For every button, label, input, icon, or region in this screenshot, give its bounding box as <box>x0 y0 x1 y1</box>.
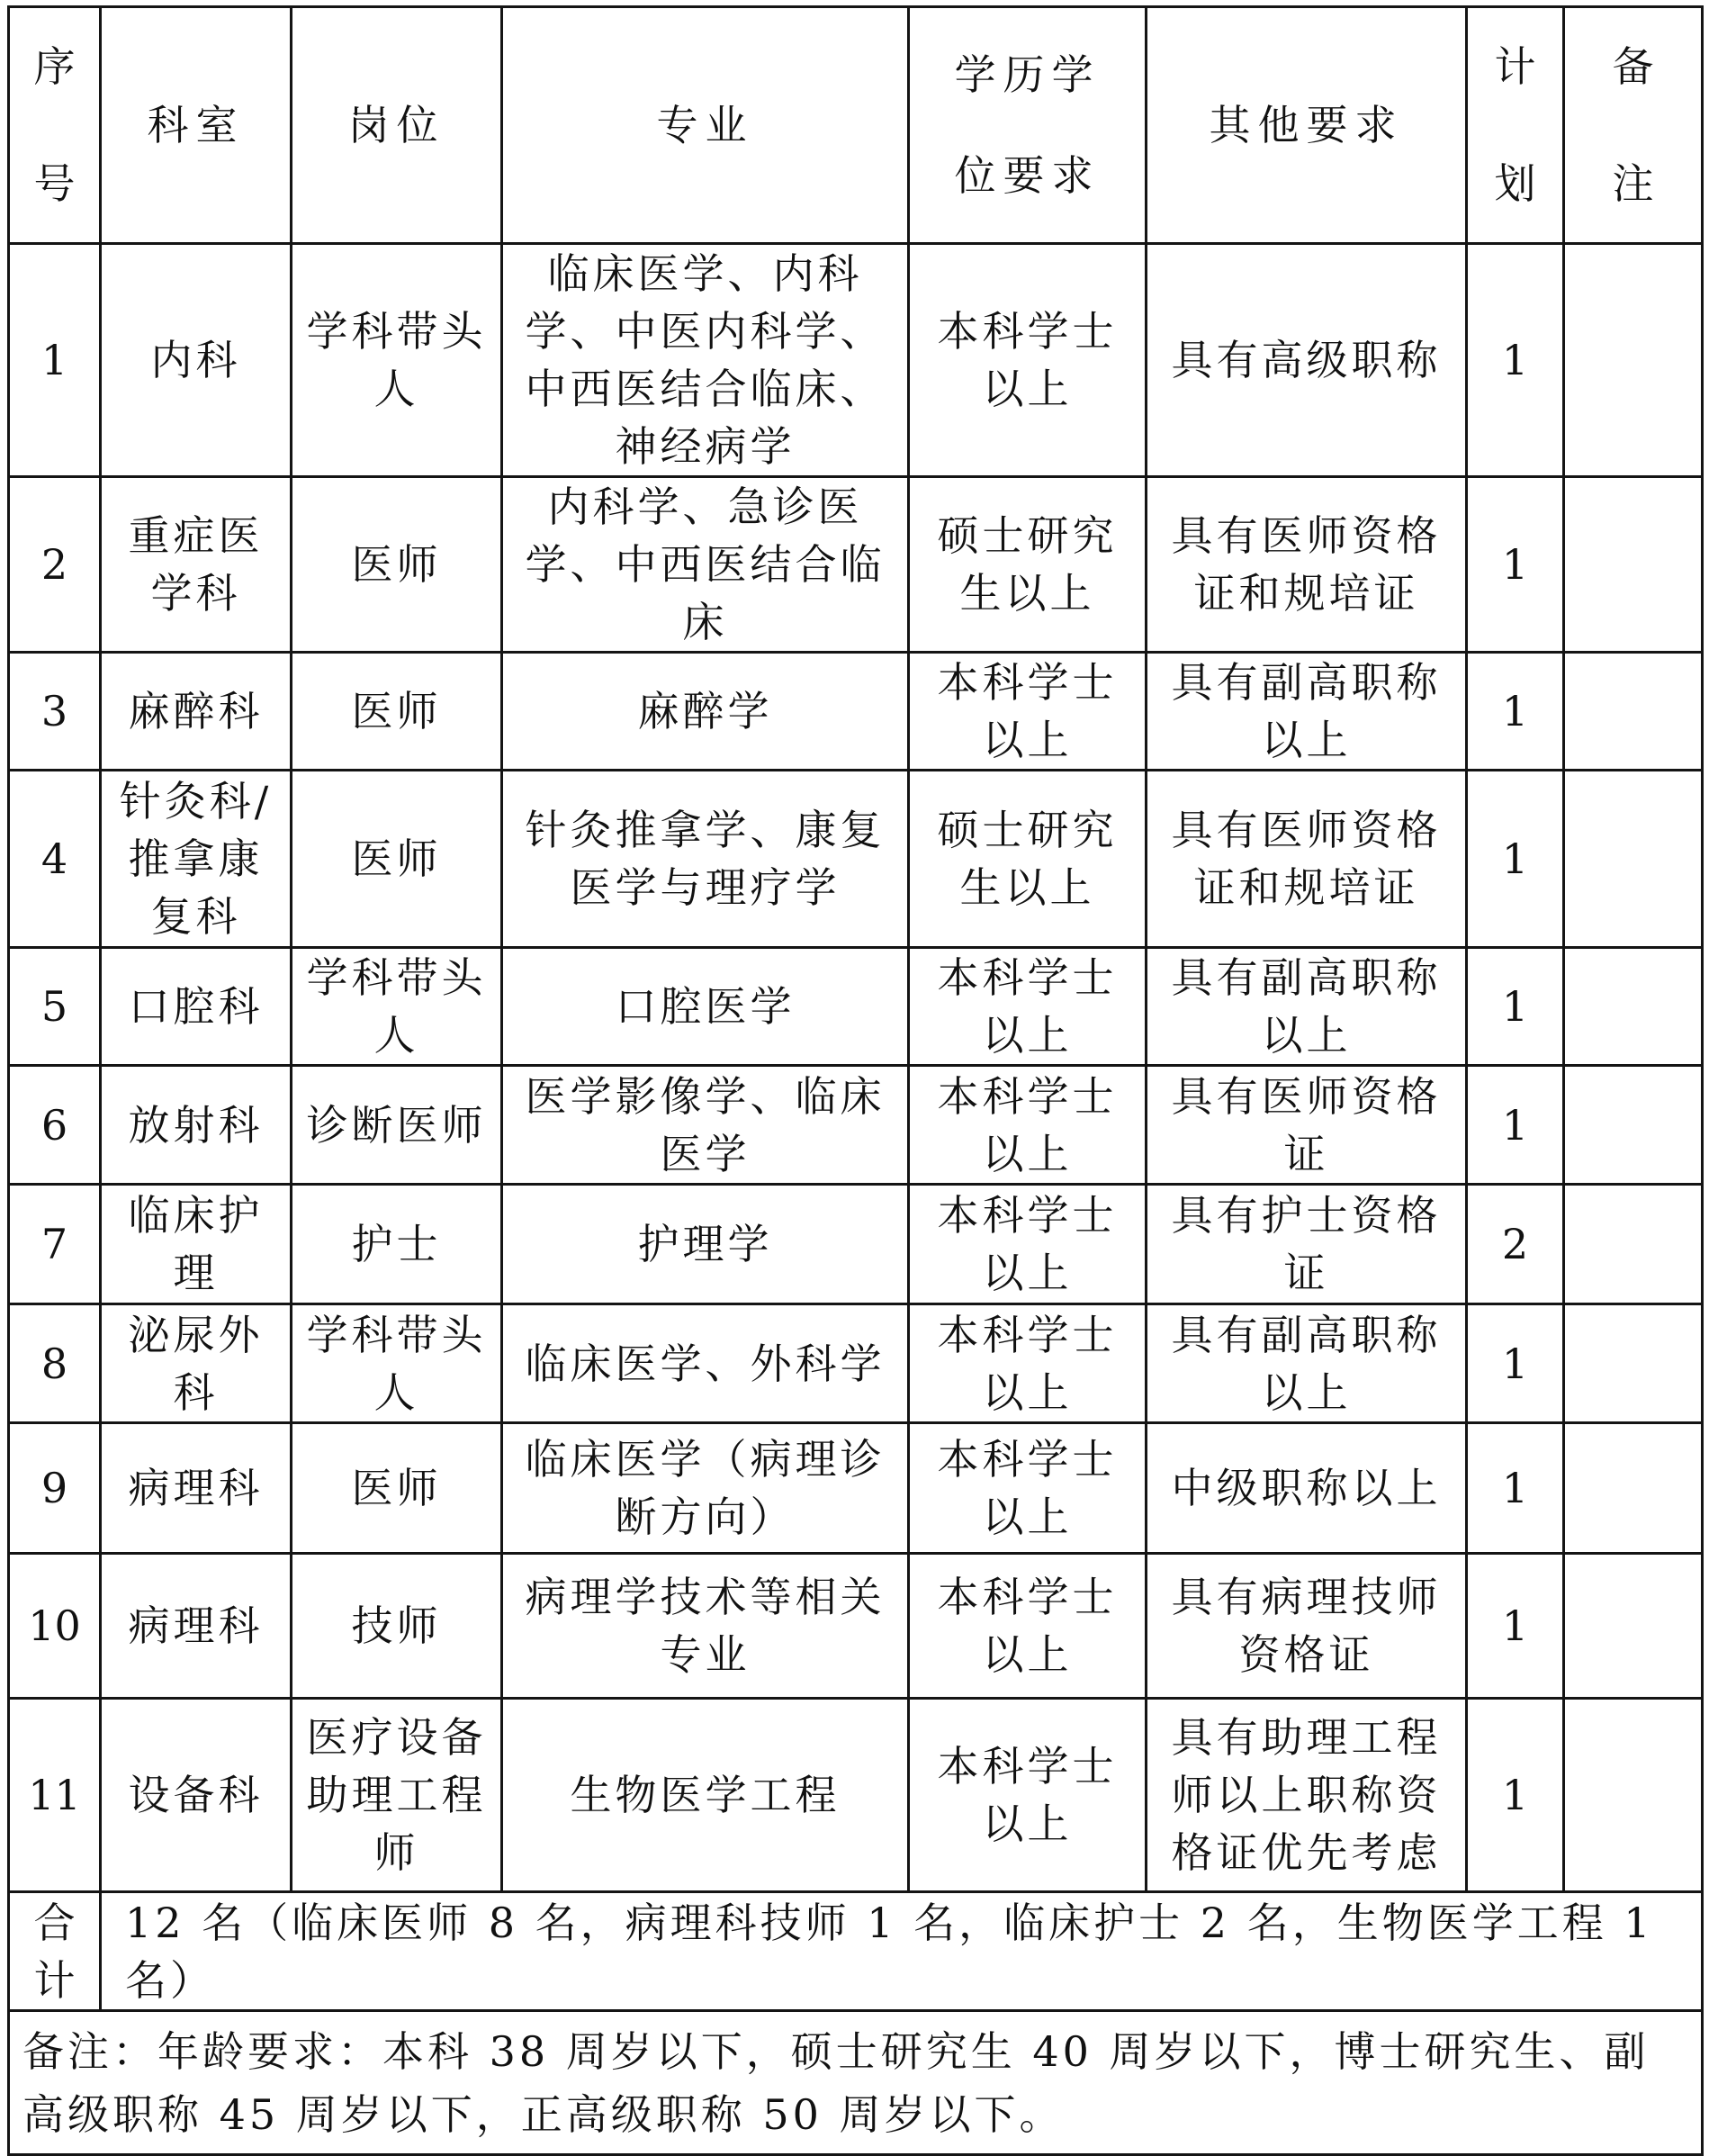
table-row <box>9 1066 1703 1185</box>
cell-major: 临床医学、内科学、中医内科学、中西医结合临床、神经病学 <box>502 244 909 477</box>
cell-remark <box>1564 1699 1703 1892</box>
total-row <box>9 1892 1703 2011</box>
cell-no: 10 <box>9 1554 101 1699</box>
cell-post: 学科带头人 <box>292 1304 502 1423</box>
cell-dept: 设备科 <box>101 1699 292 1892</box>
cell-no: 11 <box>9 1699 101 1892</box>
cell-plan: 1 <box>1467 771 1564 948</box>
recruitment-table <box>7 5 1704 2156</box>
cell-remark <box>1564 244 1703 477</box>
note-row <box>9 2011 1703 2155</box>
cell-post: 学科带头人 <box>292 948 502 1066</box>
cell-major: 临床医学（病理诊断方向） <box>502 1423 909 1554</box>
cell-no: 9 <box>9 1423 101 1554</box>
cell-dept: 放射科 <box>101 1066 292 1185</box>
cell-major: 医学影像学、临床医学 <box>502 1066 909 1185</box>
cell-remark <box>1564 771 1703 948</box>
cell-remark <box>1564 477 1703 653</box>
table-row <box>9 1423 1703 1554</box>
cell-no: 2 <box>9 477 101 653</box>
cell-no: 5 <box>9 948 101 1066</box>
cell-remark <box>1564 1185 1703 1304</box>
header-other: 其他要求 <box>1147 7 1467 244</box>
cell-plan: 1 <box>1467 1066 1564 1185</box>
cell-other: 具有副高职称以上 <box>1147 653 1467 771</box>
cell-post: 技师 <box>292 1554 502 1699</box>
cell-no: 4 <box>9 771 101 948</box>
cell-dept: 病理科 <box>101 1554 292 1699</box>
header-plan: 计划 <box>1467 7 1564 244</box>
note-text: 备注：年龄要求：本科 38 周岁以下，硕士研究生 40 周岁以下，博士研究生、副高级职称 45 周岁以下，正高级职称 50 周岁以下。 <box>9 2011 1703 2155</box>
cell-post: 诊断医师 <box>292 1066 502 1185</box>
table-row <box>9 1554 1703 1699</box>
header-no: 序号 <box>9 7 101 244</box>
cell-post: 医师 <box>292 653 502 771</box>
cell-no: 1 <box>9 244 101 477</box>
header-degree: 学历学位要求 <box>909 7 1147 244</box>
cell-degree: 本科学士以上 <box>909 1423 1147 1554</box>
cell-other: 中级职称以上 <box>1147 1423 1467 1554</box>
cell-major: 临床医学、外科学 <box>502 1304 909 1423</box>
cell-other: 具有助理工程师以上职称资格证优先考虑 <box>1147 1699 1467 1892</box>
cell-remark <box>1564 1304 1703 1423</box>
table-header-row <box>9 7 1703 244</box>
cell-plan: 1 <box>1467 653 1564 771</box>
cell-post: 医师 <box>292 771 502 948</box>
cell-major: 内科学、急诊医学、中西医结合临床 <box>502 477 909 653</box>
cell-plan: 1 <box>1467 948 1564 1066</box>
cell-dept: 麻醉科 <box>101 653 292 771</box>
cell-dept: 针灸科/推拿康复科 <box>101 771 292 948</box>
cell-other: 具有医师资格证和规培证 <box>1147 477 1467 653</box>
cell-post: 护士 <box>292 1185 502 1304</box>
table-row <box>9 1699 1703 1892</box>
cell-plan: 1 <box>1467 1699 1564 1892</box>
cell-plan: 2 <box>1467 1185 1564 1304</box>
cell-major: 病理学技术等相关专业 <box>502 1554 909 1699</box>
cell-degree: 本科学士以上 <box>909 1066 1147 1185</box>
total-label: 合计 <box>9 1892 101 2011</box>
cell-dept: 内科 <box>101 244 292 477</box>
cell-remark <box>1564 948 1703 1066</box>
cell-degree: 本科学士以上 <box>909 1304 1147 1423</box>
cell-degree: 硕士研究生以上 <box>909 477 1147 653</box>
cell-dept: 病理科 <box>101 1423 292 1554</box>
cell-dept: 重症医学科 <box>101 477 292 653</box>
header-major: 专业 <box>502 7 909 244</box>
table-row <box>9 244 1703 477</box>
cell-remark <box>1564 1066 1703 1185</box>
table-row <box>9 477 1703 653</box>
cell-post: 医疗设备助理工程师 <box>292 1699 502 1892</box>
cell-dept: 临床护理 <box>101 1185 292 1304</box>
cell-other: 具有病理技师资格证 <box>1147 1554 1467 1699</box>
table-row <box>9 1185 1703 1304</box>
cell-other: 具有医师资格证和规培证 <box>1147 771 1467 948</box>
header-remark: 备注 <box>1564 7 1703 244</box>
table-row <box>9 653 1703 771</box>
header-post: 岗位 <box>292 7 502 244</box>
table-row <box>9 771 1703 948</box>
cell-major: 生物医学工程 <box>502 1699 909 1892</box>
cell-major: 麻醉学 <box>502 653 909 771</box>
cell-plan: 1 <box>1467 1423 1564 1554</box>
cell-post: 医师 <box>292 1423 502 1554</box>
cell-plan: 1 <box>1467 1554 1564 1699</box>
cell-other: 具有高级职称 <box>1147 244 1467 477</box>
cell-major: 口腔医学 <box>502 948 909 1066</box>
cell-other: 具有护士资格证 <box>1147 1185 1467 1304</box>
cell-plan: 1 <box>1467 477 1564 653</box>
cell-dept: 口腔科 <box>101 948 292 1066</box>
cell-post: 学科带头人 <box>292 244 502 477</box>
cell-major: 护理学 <box>502 1185 909 1304</box>
cell-remark <box>1564 653 1703 771</box>
table-row <box>9 1304 1703 1423</box>
cell-major: 针灸推拿学、康复医学与理疗学 <box>502 771 909 948</box>
cell-other: 具有副高职称以上 <box>1147 1304 1467 1423</box>
cell-no: 7 <box>9 1185 101 1304</box>
cell-degree: 本科学士以上 <box>909 1699 1147 1892</box>
cell-plan: 1 <box>1467 244 1564 477</box>
cell-no: 6 <box>9 1066 101 1185</box>
cell-dept: 泌尿外科 <box>101 1304 292 1423</box>
cell-plan: 1 <box>1467 1304 1564 1423</box>
cell-degree: 本科学士以上 <box>909 653 1147 771</box>
cell-no: 3 <box>9 653 101 771</box>
cell-degree: 本科学士以上 <box>909 1554 1147 1699</box>
cell-degree: 本科学士以上 <box>909 244 1147 477</box>
cell-post: 医师 <box>292 477 502 653</box>
header-dept: 科室 <box>101 7 292 244</box>
cell-degree: 本科学士以上 <box>909 1185 1147 1304</box>
total-text: 12 名（临床医师 8 名，病理科技师 1 名，临床护士 2 名，生物医学工程 1 名） <box>101 1892 1703 2011</box>
table-row <box>9 948 1703 1066</box>
cell-remark <box>1564 1423 1703 1554</box>
cell-no: 8 <box>9 1304 101 1423</box>
cell-remark <box>1564 1554 1703 1699</box>
cell-other: 具有副高职称以上 <box>1147 948 1467 1066</box>
cell-other: 具有医师资格证 <box>1147 1066 1467 1185</box>
cell-degree: 本科学士以上 <box>909 948 1147 1066</box>
cell-degree: 硕士研究生以上 <box>909 771 1147 948</box>
